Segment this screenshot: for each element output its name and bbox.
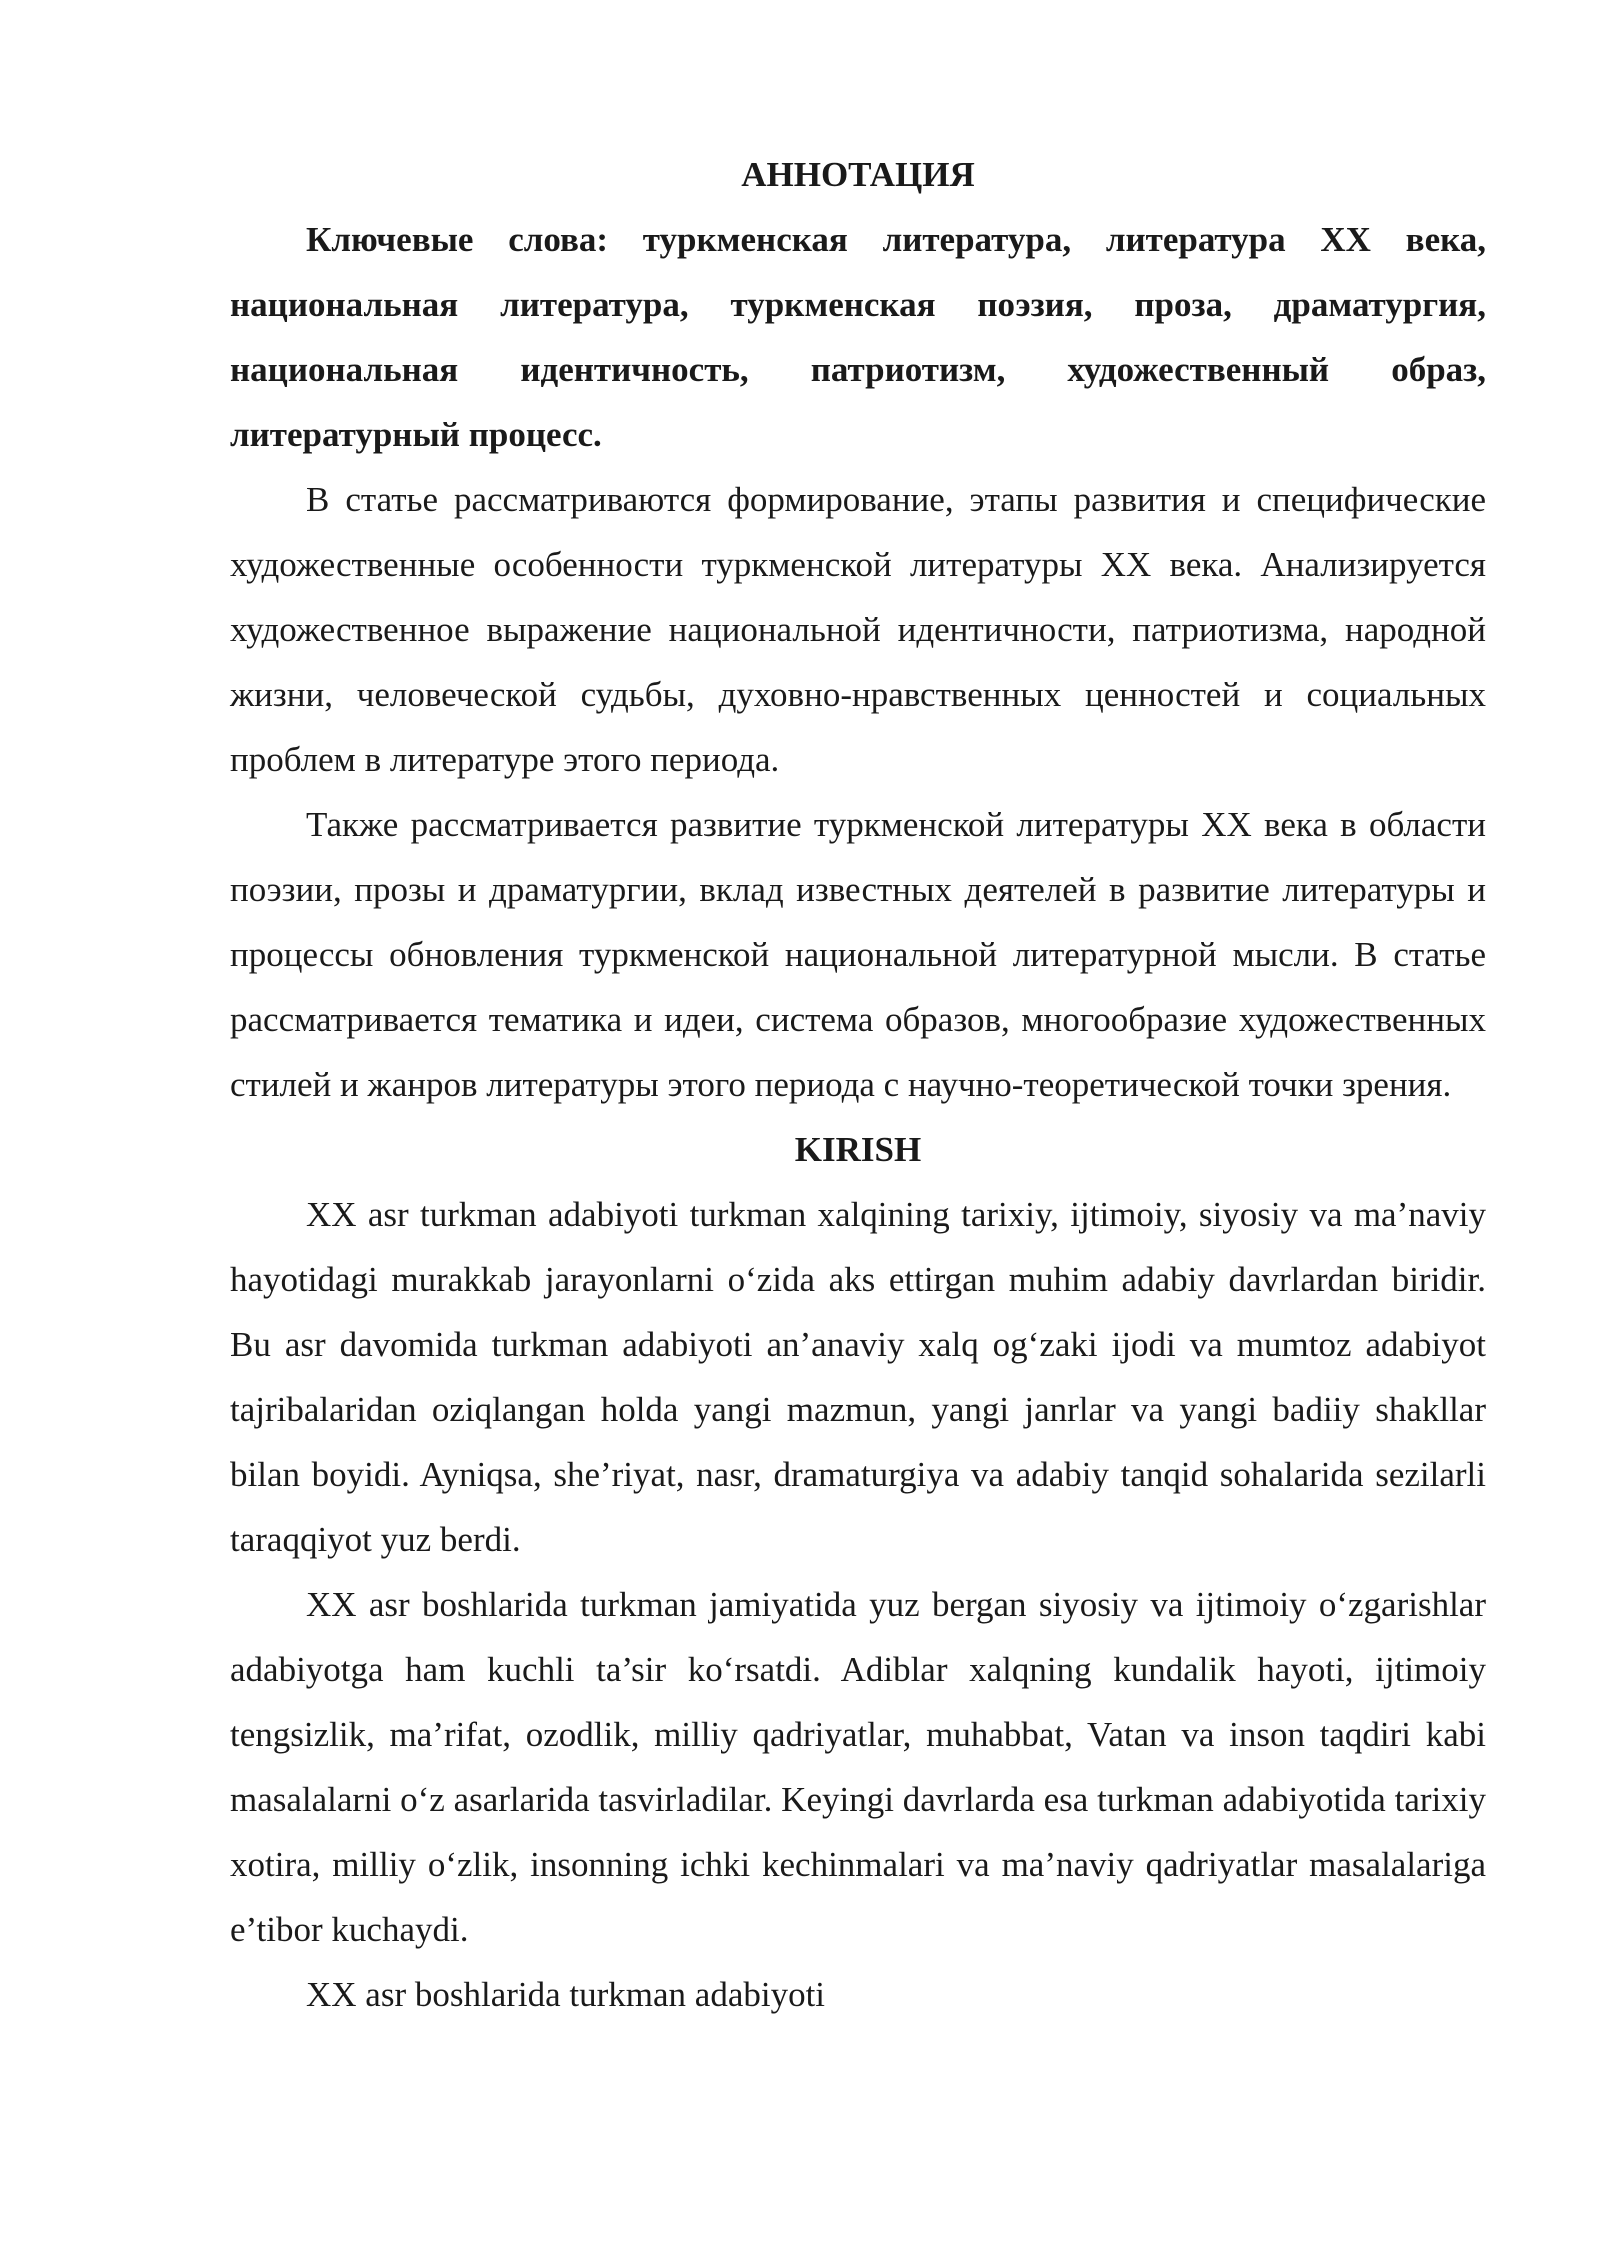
annotation-heading: АННОТАЦИЯ (741, 155, 975, 194)
introduction-paragraph-2: XX asr boshlarida turkman jamiyatida yuz bergan siyosiy va ijtimoiy o‘zgarishlar adabiyotga ham kuchli ta’sir ko‘rsatdi. Adiblar xalqning kundalik hayoti, ijtimoiy tengsizlik, ma’rifat, ozodlik, milliy qadriyatlar, muhabbat, Vatan va inson taqdiri kabi masalalarni o‘z asarlarida tasvirladilar. Keyingi davrlarda esa turkman adabiyotida tarixiy xotira, milliy o‘zlik, insonning ichki kechinmalari va ma’naviy qadriyatlar masalalariga e’tibor kuchaydi. (230, 1585, 1486, 1949)
introduction-paragraph-3: XX asr boshlarida turkman adabiyoti (306, 1975, 826, 2014)
annotation-paragraph-2: Также рассматривается развитие туркменской литературы XX века в области поэзии, прозы и драматургии, вклад известных деятелей в развитие литературы и процессы обновления туркменской национальной литературной мысли. В статье рассматривается тематика и идеи, система образов, многообразие художественных стилей и жанров литературы этого периода с научно-теоретической точки зрения. (230, 805, 1486, 1104)
introduction-paragraph-1: XX asr turkman adabiyoti turkman xalqining tarixiy, ijtimoiy, siyosiy va ma’naviy hayotidagi murakkab jarayonlarni o‘zida aks ettirgan muhim adabiy davrlardan biridir. Bu asr davomida turkman adabiyoti an’anaviy xalq og‘zaki ijodi va mumtoz adabiyot tajribalaridan oziqlangan holda yangi mazmun, yangi janrlar va yangi badiiy shakllar bilan boyidi. Ayniqsa, she’riyat, nasr, dramaturgiya va adabiy tanqid sohalarida sezilarli taraqqiyot yuz berdi. (230, 1195, 1486, 1559)
keywords-paragraph: Ключевые слова: туркменская литература, литература XX века, национальная литература, туркменская поэзия, проза, драматургия, национальная идентичность, патриотизм, художественный образ, литературный процесс. (230, 220, 1486, 454)
document-page (230, 142, 1486, 2027)
annotation-paragraph-1: В статье рассматриваются формирование, этапы развития и специфические художественные особенности туркменской литературы XX века. Анализируется художественное выражение национальной идентичности, патриотизма, народной жизни, человеческой судьбы, духовно-нравственных ценностей и социальных проблем в литературе этого периода. (230, 480, 1486, 779)
introduction-heading: KIRISH (794, 1130, 922, 1169)
